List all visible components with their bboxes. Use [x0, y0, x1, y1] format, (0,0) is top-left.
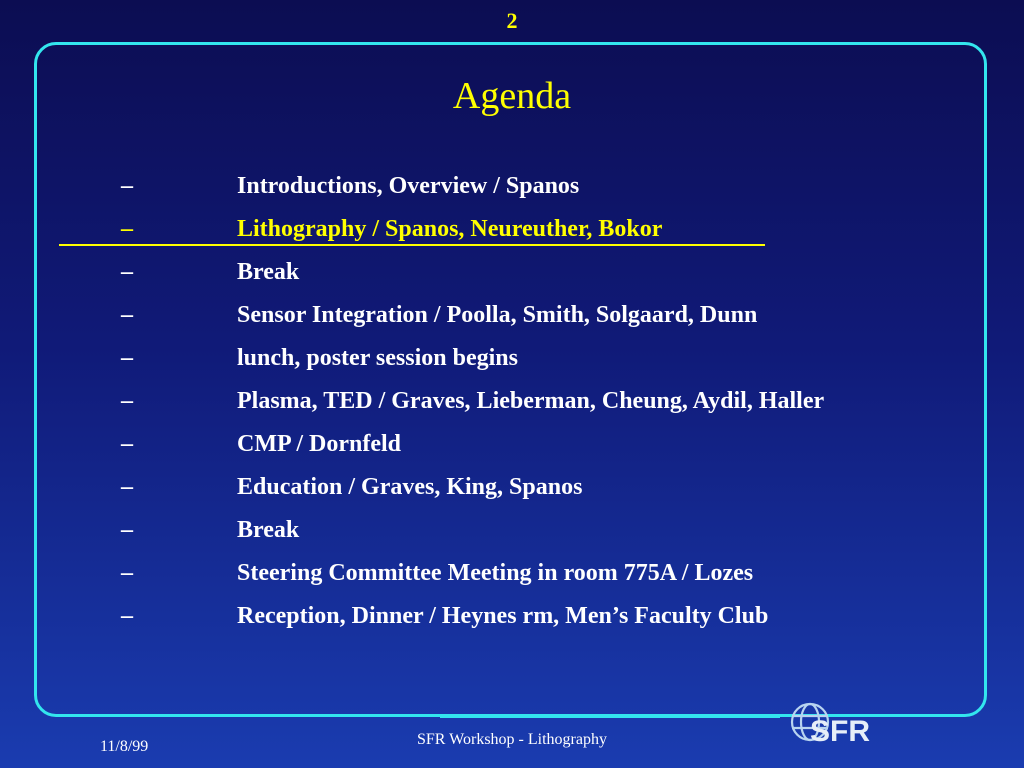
page-title: Agenda	[452, 75, 572, 117]
agenda-dash: –	[121, 216, 133, 242]
agenda-description: Break	[237, 517, 300, 543]
agenda-description: Break	[237, 259, 300, 285]
footer-title: SFR Workshop - Lithography	[417, 731, 607, 748]
footer-divider	[440, 715, 780, 718]
agenda-description: Steering Committee Meeting in room 775A / Lozes	[237, 560, 754, 586]
agenda-dash: –	[121, 345, 133, 371]
agenda-dash: –	[121, 474, 133, 500]
logo-text: SFR	[810, 715, 870, 748]
agenda-dash: –	[121, 259, 133, 285]
agenda-dash: –	[121, 560, 133, 586]
agenda-dash: –	[121, 388, 133, 414]
agenda-description: Introductions, Overview / Spanos	[237, 173, 580, 199]
agenda-description: CMP / Dornfeld	[237, 431, 401, 457]
footer-date: 11/8/99	[100, 738, 149, 755]
agenda-description: Education / Graves, King, Spanos	[237, 474, 583, 500]
agenda-description: Sensor Integration / Poolla, Smith, Solgaard, Dunn	[237, 302, 758, 328]
slide-number: 2	[506, 8, 518, 33]
highlight-underline	[59, 244, 765, 246]
agenda-description: Plasma, TED / Graves, Lieberman, Cheung, Aydil, Haller	[237, 388, 825, 414]
agenda-dash: –	[121, 517, 133, 543]
agenda-dash: –	[121, 431, 133, 457]
agenda-description: Lithography / Spanos, Neureuther, Bokor	[237, 216, 663, 242]
agenda-dash: –	[121, 173, 133, 199]
agenda-dash: –	[121, 603, 133, 629]
agenda-dash: –	[121, 302, 133, 328]
agenda-description: lunch, poster session begins	[237, 345, 518, 371]
agenda-description: Reception, Dinner / Heynes rm, Men’s Faculty Club	[237, 603, 769, 629]
